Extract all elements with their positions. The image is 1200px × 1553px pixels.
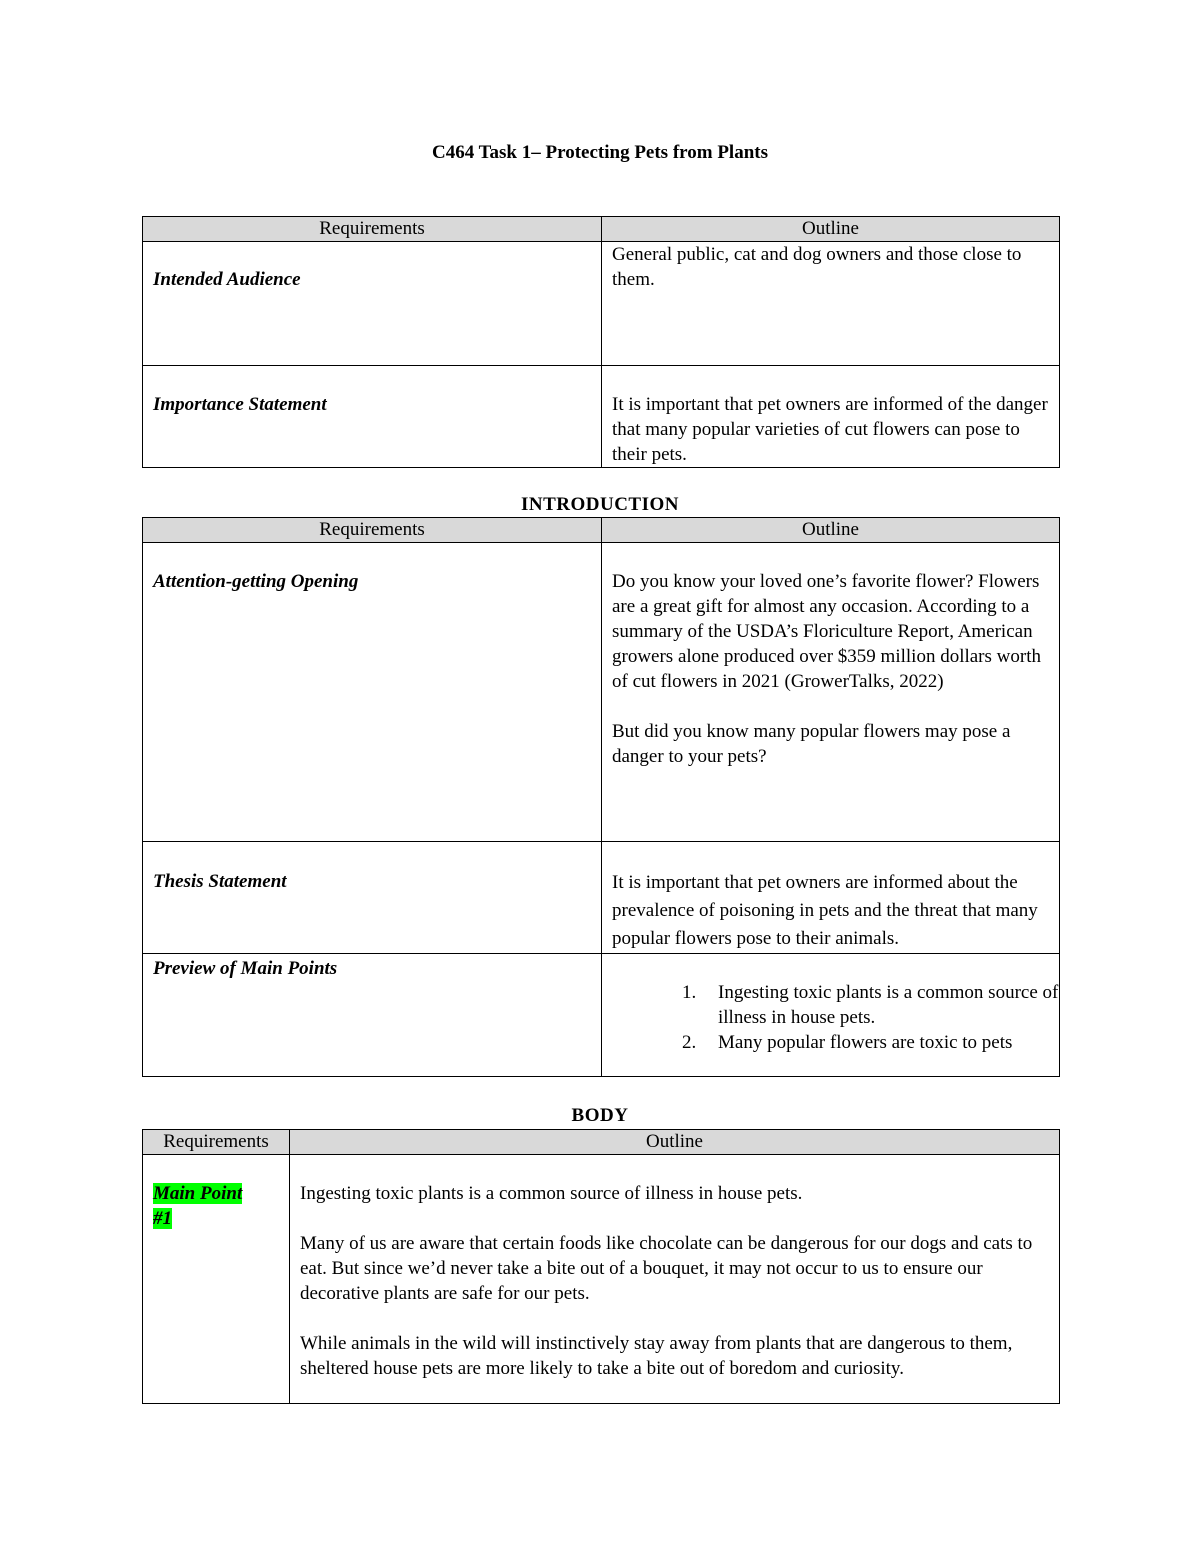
attention-opening-label: Attention-getting Opening [153,571,359,592]
introduction-heading: INTRODUCTION [520,494,680,515]
body-table [142,1129,1060,1404]
table-header-row [143,217,1060,242]
importance-statement-value: It is important that pet owners are informed of the danger that many popular varieties of cut flowers can pose to their pets. [612,394,1048,465]
importance-statement-label: Importance Statement [153,394,327,415]
requirements-header: Requirements [143,1130,290,1155]
requirements-header: Requirements [143,217,602,242]
requirements-header: Requirements [143,518,602,543]
table-row [143,842,1060,954]
table-row [143,954,1060,1077]
outline-cell [602,366,1060,468]
requirement-cell [143,842,602,954]
outline-header: Outline [602,217,1060,242]
attention-opening-paragraph: Do you know your loved one’s favorite flower? Flowers are a great gift for almost any occasion. According to a summary of the USDA’s Floriculture Report, American growers alone produced over $359 million dollars worth of cut flowers in 2021 (GrowerTalks, 2022) [612,571,1041,692]
requirement-cell [143,242,602,366]
main-point-paragraph: While animals in the wild will instinctively stay away from plants that are dangerous to them, sheltered house pets are more likely to take a bite out of boredom and curiosity. [300,1333,1013,1379]
document-title: C464 Task 1– Protecting Pets from Plants [431,142,768,163]
preview-list [602,954,1059,1055]
table-row [143,366,1060,468]
list-item: 1. Ingesting toxic plants is a common source of illness in house pets. [682,982,1059,1028]
outline-cell [290,1155,1060,1404]
outline-cell [602,543,1060,842]
introduction-table [142,517,1060,1077]
table-row [143,543,1060,842]
main-point-label: Main Point #1 [153,1183,243,1229]
outline-cell [602,242,1060,366]
list-item: 2. Many popular flowers are toxic to pets [682,1032,1013,1053]
overview-table [142,216,1060,468]
requirement-cell [143,954,602,1077]
outline-cell [602,842,1060,954]
intended-audience-value: General public, cat and dog owners and those close to them. [612,244,1022,290]
main-point-statement: Ingesting toxic plants is a common source of illness in house pets. [300,1183,803,1204]
table-row [143,1155,1060,1404]
requirement-cell [143,366,602,468]
thesis-statement-label: Thesis Statement [153,871,287,892]
preview-main-points-label: Preview of Main Points [153,958,338,979]
attention-question-paragraph: But did you know many popular flowers may pose a danger to your pets? [612,721,1011,767]
intended-audience-label: Intended Audience [153,269,301,290]
table-header-row [143,1130,1060,1155]
table-header-row [143,518,1060,543]
requirement-cell [143,543,602,842]
outline-cell [602,954,1060,1077]
main-point-paragraph: Many of us are aware that certain foods like chocolate can be dangerous for our dogs and cats to eat. But since we’d never take a bite out of a bouquet, it may not occur to us to ensure our decorative plants are safe for our pets. [300,1233,1033,1304]
requirement-cell [143,1155,290,1404]
body-heading: BODY [571,1105,629,1126]
thesis-statement-value: It is important that pet owners are informed about the prevalence of poisoning in pets and the threat that many popular flowers pose to their animals. [612,872,1038,949]
table-row [143,242,1060,366]
outline-header: Outline [602,518,1060,543]
outline-header: Outline [290,1130,1060,1155]
